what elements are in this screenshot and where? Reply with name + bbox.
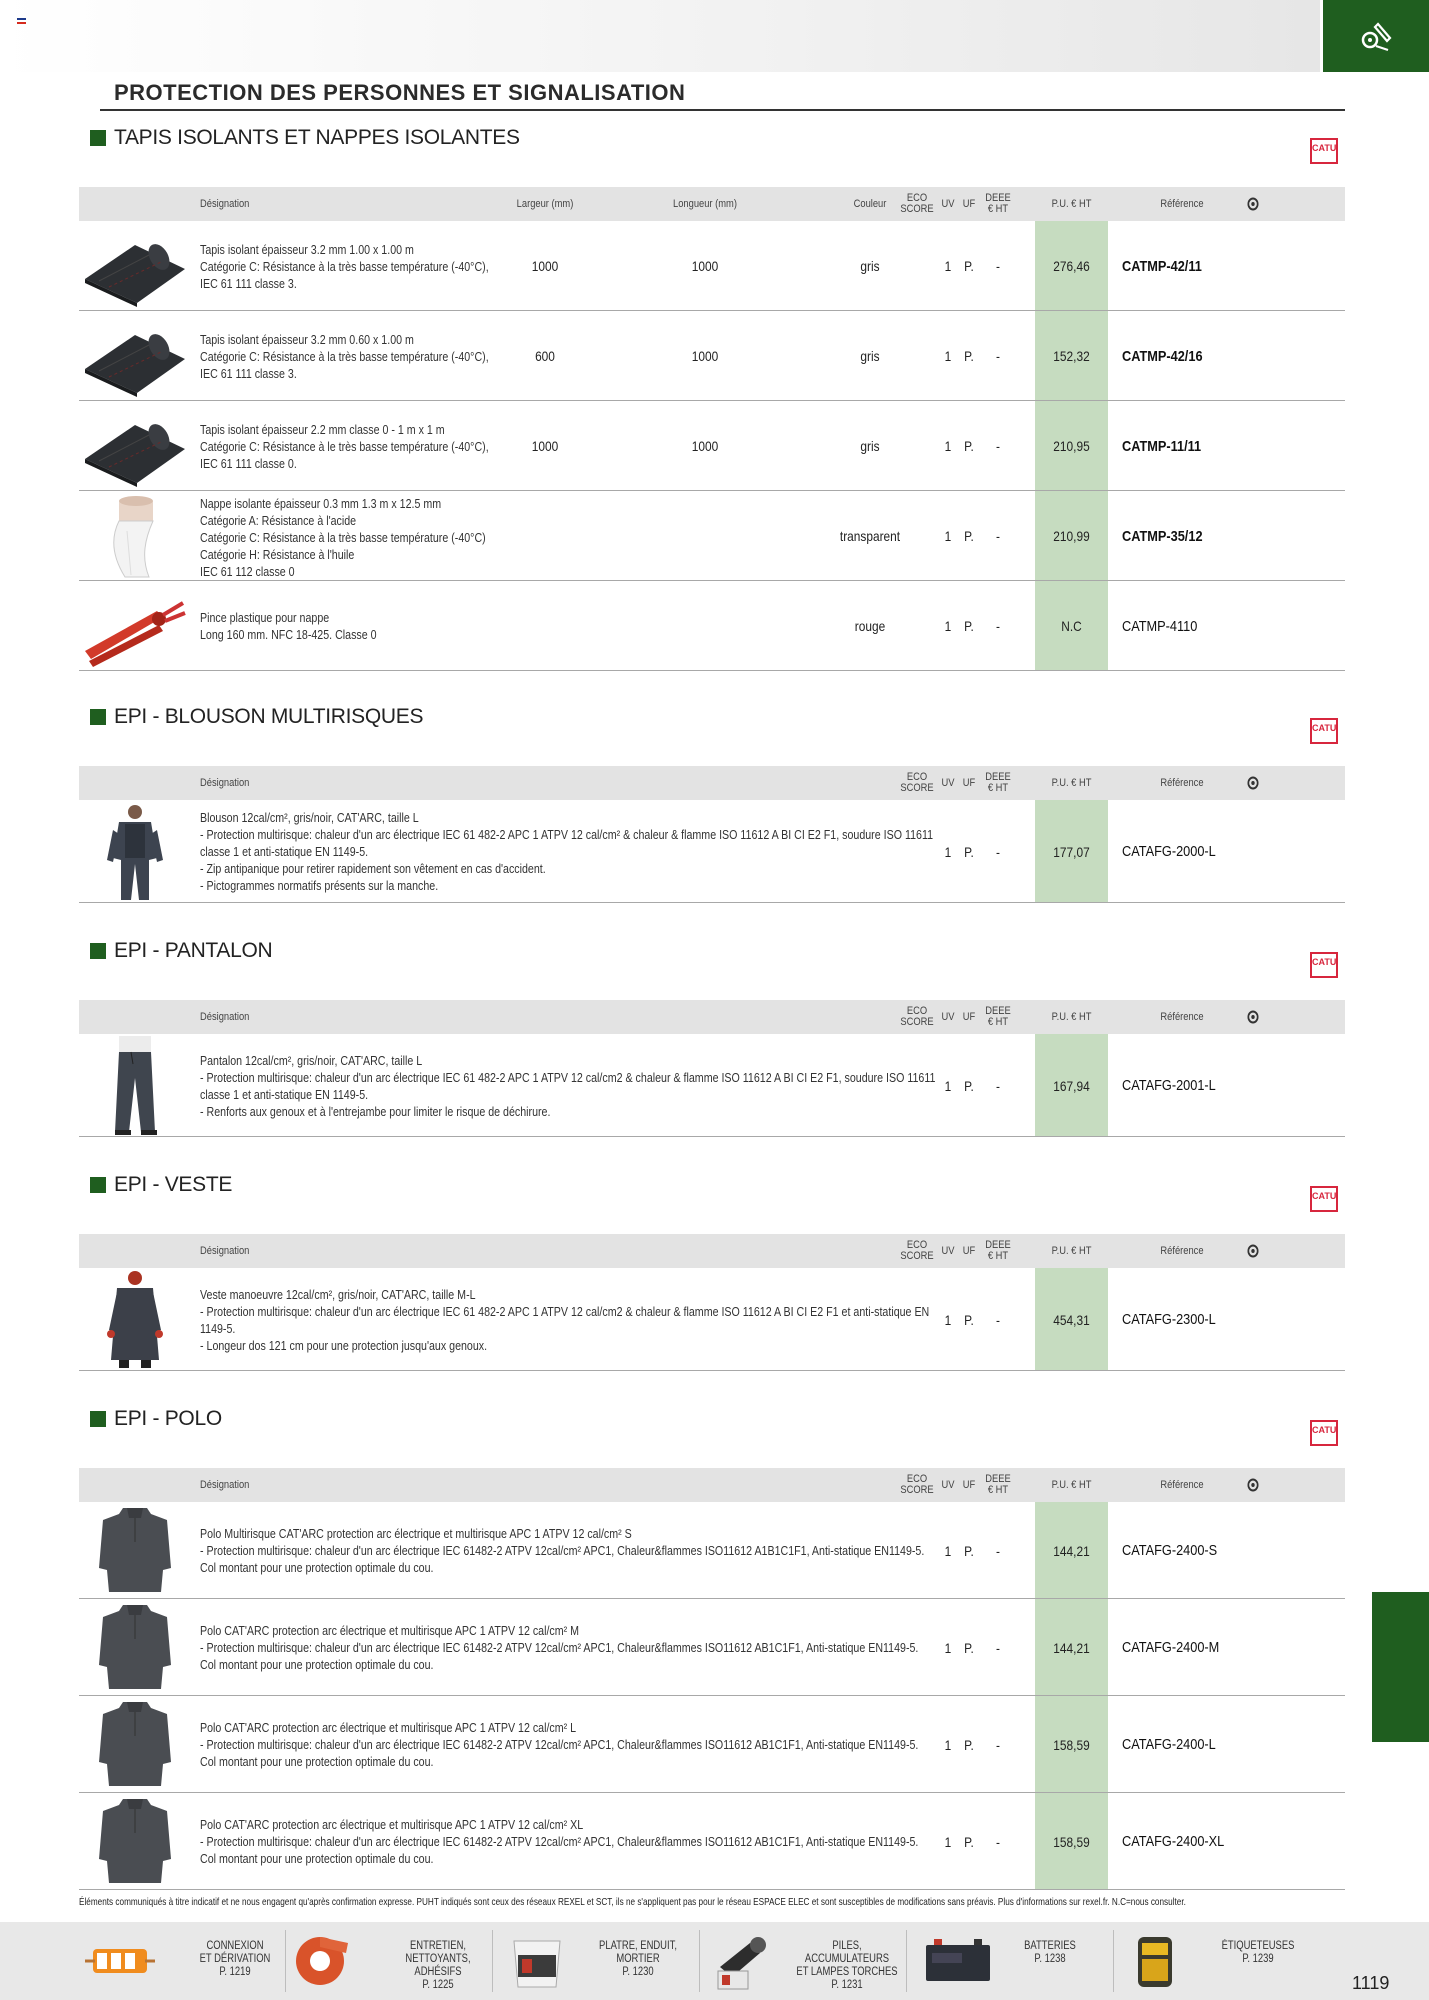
color-value: gris <box>860 438 880 454</box>
tools-icon <box>1356 16 1396 56</box>
uv-value: 1 <box>944 1639 952 1656</box>
description-line: Catégorie C: Résistance à la très basse température (-40°C), <box>200 258 489 274</box>
rolled-mat-image <box>79 311 191 401</box>
description-line: - Protection multirisque: chaleur d'un arc électrique IEC 61 482-2 APC 1 ATPV 12 cal/cm2 & chaleur & flamme ISO 11612 A BI CI E2 F1 et anti-statique EN <box>200 1303 930 1319</box>
section-heading <box>90 1171 232 1199</box>
column-header: DEEE € HT <box>985 192 1011 215</box>
uv-value: 1 <box>944 528 952 544</box>
table-header <box>79 1234 1345 1268</box>
description-line: IEC 61 111 classe 3. <box>200 365 297 381</box>
brand-logo: CATU <box>1310 718 1338 744</box>
product-table <box>79 1000 1345 1137</box>
product-reference[interactable]: CATAFG-2400-L <box>1122 1736 1216 1753</box>
description-line: Nappe isolante épaisseur 0.3 mm 1.3 m x 12.5 mm <box>200 496 442 511</box>
uv-value: 1 <box>944 618 952 634</box>
description-line: Catégorie C: Résistance à la très basse température (-40°C) <box>200 530 486 545</box>
color-value: rouge <box>854 618 886 634</box>
category-tab[interactable] <box>1323 0 1429 72</box>
category-link[interactable]: ÉTIQUETEUSES P. 1239 <box>1221 1940 1295 1965</box>
product-description <box>200 495 486 580</box>
title-divider <box>100 109 1345 111</box>
deee-value: - <box>996 1077 1000 1094</box>
table-row[interactable] <box>79 311 1345 401</box>
description-line: Catégorie H: Résistance à l'huile <box>200 547 355 562</box>
product-reference[interactable]: CATMP-4110 <box>1122 617 1198 635</box>
description-line: Catégorie C: Résistance à le très basse température (-40°C), <box>200 438 489 454</box>
table-row[interactable] <box>79 1599 1345 1696</box>
unit-price: 158,59 <box>1053 1736 1090 1753</box>
section-bullet <box>90 709 106 725</box>
description-line: IEC 61 111 classe 0. <box>200 455 297 471</box>
length-value <box>637 491 773 581</box>
brand-logo: CATU <box>1310 138 1338 164</box>
section-title: EPI - POLO <box>114 1407 222 1430</box>
column-header: Référence <box>1160 1478 1204 1491</box>
page-number: 1119 <box>1352 1973 1390 1993</box>
product-table <box>79 187 1345 671</box>
settings-icon[interactable] <box>1242 1468 1264 1502</box>
column-header: UV <box>941 1010 955 1023</box>
category-link[interactable]: ENTRETIEN, NETTOYANTS, ADHÉSIFS P. 1225 <box>405 1940 471 1991</box>
connector-icon[interactable] <box>85 1930 155 1992</box>
unit-price: 144,21 <box>1053 1542 1090 1559</box>
section-heading <box>90 124 520 152</box>
uv-value: 1 <box>944 348 952 364</box>
category-link[interactable]: CONNEXION ET DÉRIVATION P. 1219 <box>199 1940 271 1978</box>
section-title: EPI - BLOUSON MULTIRISQUES <box>114 705 424 728</box>
description-line: Blouson 12cal/cm², gris/noir, CAT'ARC, taille L <box>200 810 419 825</box>
column-header: Désignation <box>200 197 250 210</box>
polo-image <box>79 1502 191 1599</box>
width-value <box>477 581 613 671</box>
polo-image <box>79 1696 191 1793</box>
column-header: Désignation <box>200 776 250 789</box>
side-tab[interactable] <box>1372 1592 1429 1742</box>
column-header: P.U. € HT <box>1051 197 1092 210</box>
length-value: 1000 <box>691 348 719 364</box>
uv-value: 1 <box>944 1833 952 1850</box>
description-line: Catégorie C: Résistance à la très basse température (-40°C), <box>200 348 489 364</box>
coat-person-image <box>79 1268 191 1371</box>
table-row[interactable] <box>79 1793 1345 1890</box>
brand-logo: CATU <box>1310 952 1338 978</box>
width-value: 1000 <box>531 258 559 274</box>
uf-value: P. <box>964 1639 974 1656</box>
product-reference[interactable]: CATMP-42/11 <box>1122 257 1202 275</box>
top-band <box>0 0 1320 72</box>
uv-value: 1 <box>944 438 952 454</box>
description-line: - Longeur dos 121 cm pour une protection jusqu'aux genoux. <box>200 1337 488 1353</box>
settings-icon[interactable] <box>1242 1000 1264 1034</box>
rolled-mat-image <box>79 401 191 491</box>
table-row[interactable] <box>79 1268 1345 1371</box>
description-line: - Pictogrammes normatifs présents sur la manche. <box>200 878 439 893</box>
column-header: P.U. € HT <box>1051 1244 1092 1257</box>
clip-image <box>79 581 191 671</box>
column-header: Référence <box>1160 197 1204 210</box>
category-divider <box>699 1930 700 1992</box>
description-line: Pantalon 12cal/cm², gris/noir, CAT'ARC, taille L <box>200 1052 423 1068</box>
column-header: Référence <box>1160 1010 1204 1023</box>
column-header: Désignation <box>200 1478 250 1491</box>
section-heading <box>90 703 423 731</box>
uf-value: P. <box>964 258 974 274</box>
category-link[interactable]: PILES, ACCUMULATEURS ET LAMPES TORCHES P. 1231 <box>796 1940 898 1991</box>
column-header: Désignation <box>200 1010 250 1023</box>
column-header: UF <box>962 776 976 789</box>
column-header: Référence <box>1160 1244 1204 1257</box>
section-bullet <box>90 1411 106 1427</box>
category-divider <box>285 1930 286 1992</box>
description-line: IEC 61 112 classe 0 <box>200 564 295 579</box>
uf-value: P. <box>964 618 974 634</box>
uv-value: 1 <box>944 1311 952 1328</box>
column-header: Couleur <box>853 197 887 210</box>
brand-logo: CATU <box>1310 1186 1338 1212</box>
description-line: Col montant pour une protection optimale du cou. <box>200 1851 434 1866</box>
product-reference[interactable]: CATAFG-2400-S <box>1122 1542 1218 1559</box>
column-header: UV <box>941 776 955 789</box>
description-line: Tapis isolant épaisseur 2.2 mm classe 0 - 1 m x 1 m <box>200 421 445 437</box>
polo-image <box>79 1793 191 1890</box>
settings-icon[interactable] <box>1242 766 1264 800</box>
rolled-mat-image <box>79 221 191 311</box>
table-row[interactable] <box>79 401 1345 491</box>
category-link[interactable]: PLATRE, ENDUIT, MORTIER P. 1230 <box>599 1940 677 1978</box>
deee-value: - <box>996 348 1000 364</box>
deee-value: - <box>996 843 1000 860</box>
column-header: P.U. € HT <box>1051 1010 1092 1023</box>
unit-price: 167,94 <box>1053 1077 1090 1094</box>
uf-value: P. <box>964 1833 974 1850</box>
product-description <box>200 1719 918 1770</box>
product-reference[interactable]: CATMP-42/16 <box>1122 347 1203 365</box>
product-table <box>79 1468 1345 1890</box>
column-header: Désignation <box>200 1244 250 1257</box>
description-line: - Protection multirisque: chaleur d'un arc électrique IEC 61482-2 ATPV 12cal/cm² APC1, Chaleur&flammes ISO11612 AB1C1F1, Anti-statique EN1149-5. <box>200 1834 919 1849</box>
uf-value: P. <box>964 843 974 860</box>
table-row[interactable] <box>79 581 1345 671</box>
section-bullet <box>90 130 106 146</box>
column-header: Longueur (mm) <box>673 197 737 210</box>
column-header: UV <box>941 197 955 210</box>
product-reference[interactable]: CATAFG-2400-M <box>1122 1639 1220 1656</box>
section-title: TAPIS ISOLANTS ET NAPPES ISOLANTES <box>114 126 520 149</box>
deee-value: - <box>996 528 1000 544</box>
table-row[interactable] <box>79 1502 1345 1599</box>
product-description <box>200 241 489 292</box>
table-row[interactable] <box>79 491 1345 581</box>
unit-price: 177,07 <box>1053 843 1090 860</box>
description-line: - Protection multirisque: chaleur d'un arc électrique IEC 61482-2 ATPV 12cal/cm² APC1, Chaleur&flammes ISO11612 AB1C1F1, Anti-statique EN1149-5. <box>200 1737 919 1752</box>
column-header: Référence <box>1160 776 1204 789</box>
uf-value: P. <box>964 438 974 454</box>
product-description <box>200 1816 918 1867</box>
product-reference[interactable]: CATAFG-2000-L <box>1122 843 1216 860</box>
uv-value: 1 <box>944 1736 952 1753</box>
battery-icon[interactable] <box>918 1930 998 1992</box>
uv-value: 1 <box>944 258 952 274</box>
description-line: classe 1 et anti-statique EN 1149-5. <box>200 844 369 859</box>
color-value: gris <box>860 258 880 274</box>
table-header <box>79 1000 1345 1034</box>
description-line: Catégorie A: Résistance à l'acide <box>200 513 357 528</box>
section-bullet <box>90 1177 106 1193</box>
product-description <box>200 609 377 643</box>
uf-value: P. <box>964 1311 974 1328</box>
description-line: - Protection multirisque: chaleur d'un arc électrique IEC 61482-2 ATPV 12cal/cm² APC1, Chaleur&flammes ISO11612 A1B1C1F1, Anti-statique EN1149-5. <box>200 1543 925 1558</box>
uv-value: 1 <box>944 843 952 860</box>
column-header: UF <box>962 1478 976 1491</box>
product-reference[interactable]: CATMP-11/11 <box>1122 437 1202 455</box>
table-header <box>79 1468 1345 1502</box>
width-value: 1000 <box>531 438 559 454</box>
table-row[interactable] <box>79 221 1345 311</box>
description-line: Polo CAT'ARC protection arc électrique et multirisque APC 1 ATPV 12 cal/cm² L <box>200 1720 577 1735</box>
settings-icon[interactable] <box>1242 187 1264 221</box>
length-value <box>637 581 773 671</box>
deee-value: - <box>996 1833 1000 1850</box>
product-reference[interactable]: CATAFG-2300-L <box>1122 1311 1216 1328</box>
unit-price: 152,32 <box>1053 348 1090 364</box>
section-heading <box>90 1405 222 1433</box>
jacket-person-image <box>79 800 191 903</box>
description-line: - Protection multirisque: chaleur d'un arc électrique IEC 61 482-2 APC 1 ATPV 12 cal/cm2 & chaleur & flamme ISO 11612 A BI CI E2 F1, soudure ISO 11611 <box>200 1069 936 1085</box>
product-description <box>200 331 489 382</box>
section-title: EPI - PANTALON <box>114 939 273 962</box>
settings-icon[interactable] <box>1242 1234 1264 1268</box>
description-line: Pince plastique pour nappe <box>200 610 330 625</box>
column-header: UV <box>941 1244 955 1257</box>
deee-value: - <box>996 1639 1000 1656</box>
column-header: UF <box>962 1010 976 1023</box>
category-divider <box>906 1930 907 1992</box>
column-header: ECO SCORE <box>900 192 934 215</box>
column-header: ECO SCORE <box>900 771 934 794</box>
uv-value: 1 <box>944 1077 952 1094</box>
column-header: DEEE € HT <box>985 1239 1011 1262</box>
product-reference[interactable]: CATMP-35/12 <box>1122 527 1203 545</box>
sheet-roll-image <box>79 491 191 581</box>
deee-value: - <box>996 618 1000 634</box>
description-line: - Protection multirisque: chaleur d'un arc électrique IEC 61 482-2 APC 1 ATPV 12 cal/cm² & chaleur & flamme ISO 11612 A BI CI E2 F1, soudure ISO 11611 <box>200 827 934 842</box>
tape-icon[interactable] <box>290 1930 350 1992</box>
flag-icon <box>17 18 26 24</box>
category-divider <box>1113 1930 1114 1992</box>
column-header: P.U. € HT <box>1051 776 1092 789</box>
unit-price: 454,31 <box>1053 1311 1090 1328</box>
unit-price: 144,21 <box>1053 1639 1090 1656</box>
deee-value: - <box>996 1542 1000 1559</box>
description-line: - Renforts aux genoux et à l'entrejambe pour limiter le risque de déchirure. <box>200 1103 551 1119</box>
description-line: Col montant pour une protection optimale du cou. <box>200 1754 434 1769</box>
polo-image <box>79 1599 191 1696</box>
bucket-icon[interactable] <box>502 1930 572 1992</box>
deee-value: - <box>996 1311 1000 1328</box>
width-value: 600 <box>535 348 555 364</box>
uv-value: 1 <box>944 1542 952 1559</box>
unit-price: 158,59 <box>1053 1833 1090 1850</box>
section-heading <box>90 937 272 965</box>
uf-value: P. <box>964 348 974 364</box>
product-reference[interactable]: CATAFG-2001-L <box>1122 1077 1216 1094</box>
product-description <box>200 1052 935 1120</box>
description-line: Tapis isolant épaisseur 3.2 mm 1.00 x 1.00 m <box>200 241 414 257</box>
uf-value: P. <box>964 1077 974 1094</box>
column-header: UF <box>962 1244 976 1257</box>
uf-value: P. <box>964 1736 974 1753</box>
product-description <box>200 1286 929 1354</box>
column-header: UF <box>962 197 976 210</box>
deee-value: - <box>996 258 1000 274</box>
column-header: P.U. € HT <box>1051 1478 1092 1491</box>
table-row[interactable] <box>79 1696 1345 1793</box>
unit-price: 276,46 <box>1053 258 1090 274</box>
footnote: Éléments communiqués à titre indicatif et ne nous engagent qu'après confirmation expresse. PUHT indiqués sont ceux des réseaux REXEL et SCT, ils ne s'appliquent pas pour le réseau ESPACE ELEC et sont susceptibles de modifications sans préavis. Plus d'informations sur rexel.fr. N.C=nous consulter. <box>79 1896 1186 1908</box>
length-value: 1000 <box>691 258 719 274</box>
product-table <box>79 1234 1345 1371</box>
unit-price: N.C <box>1061 618 1082 634</box>
uf-value: P. <box>964 1542 974 1559</box>
product-description <box>200 421 489 472</box>
description-line: Tapis isolant épaisseur 3.2 mm 0.60 x 1.00 m <box>200 331 414 347</box>
product-reference[interactable]: CATAFG-2400-XL <box>1122 1833 1225 1850</box>
table-row[interactable] <box>79 1034 1345 1137</box>
column-header: DEEE € HT <box>985 771 1011 794</box>
column-header: ECO SCORE <box>900 1005 934 1028</box>
color-value: transparent <box>839 528 901 544</box>
description-line: Col montant pour une protection optimale du cou. <box>200 1657 434 1672</box>
page-title: PROTECTION DES PERSONNES ET SIGNALISATION <box>114 80 686 105</box>
table-header <box>79 766 1345 800</box>
column-header: Largeur (mm) <box>516 197 574 210</box>
width-value <box>477 491 613 581</box>
product-description <box>200 1525 924 1576</box>
description-line: - Zip antipanique pour retirer rapidement son vêtement en cas d'accident. <box>200 861 546 876</box>
deee-value: - <box>996 438 1000 454</box>
category-divider <box>492 1930 493 1992</box>
brand-logo: CATU <box>1310 1420 1338 1446</box>
description-line: 1149-5. <box>200 1320 236 1336</box>
table-row[interactable] <box>79 800 1345 903</box>
description-line: - Protection multirisque: chaleur d'un arc électrique IEC 61482-2 ATPV 12cal/cm² APC1, Chaleur&flammes ISO11612 AB1C1F1, Anti-statique EN1149-5. <box>200 1640 919 1655</box>
deee-value: - <box>996 1736 1000 1753</box>
product-description <box>200 809 933 894</box>
torch-icon[interactable] <box>710 1930 780 1992</box>
section-title: EPI - VESTE <box>114 1173 233 1196</box>
label-printer-icon[interactable] <box>1130 1930 1180 1992</box>
description-line: Col montant pour une protection optimale du cou. <box>200 1560 434 1575</box>
column-header: ECO SCORE <box>900 1239 934 1262</box>
trousers-person-image <box>79 1034 191 1137</box>
description-line: Polo CAT'ARC protection arc électrique et multirisque APC 1 ATPV 12 cal/cm² XL <box>200 1817 584 1832</box>
color-value: gris <box>860 348 880 364</box>
description-line: Polo CAT'ARC protection arc électrique et multirisque APC 1 ATPV 12 cal/cm² M <box>200 1623 580 1638</box>
column-header: UV <box>941 1478 955 1491</box>
unit-price: 210,95 <box>1053 438 1090 454</box>
product-table <box>79 766 1345 903</box>
table-header <box>79 187 1345 221</box>
length-value: 1000 <box>691 438 719 454</box>
section-bullet <box>90 943 106 959</box>
category-link[interactable]: BATTERIES P. 1238 <box>1024 1940 1076 1965</box>
column-header: ECO SCORE <box>900 1473 934 1496</box>
description-line: classe 1 et anti-statique EN 1149-5. <box>200 1086 369 1102</box>
description-line: Veste manoeuvre 12cal/cm², gris/noir, CAT'ARC, taille M-L <box>200 1286 476 1302</box>
description-line: IEC 61 111 classe 3. <box>200 275 297 291</box>
description-line: Polo Multirisque CAT'ARC protection arc électrique et multirisque APC 1 ATPV 12 cal/cm² S <box>200 1526 632 1541</box>
column-header: DEEE € HT <box>985 1473 1011 1496</box>
uf-value: P. <box>964 528 974 544</box>
description-line: Long 160 mm. NFC 18-425. Classe 0 <box>200 627 377 642</box>
unit-price: 210,99 <box>1053 528 1090 544</box>
product-description <box>200 1622 918 1673</box>
column-header: DEEE € HT <box>985 1005 1011 1028</box>
